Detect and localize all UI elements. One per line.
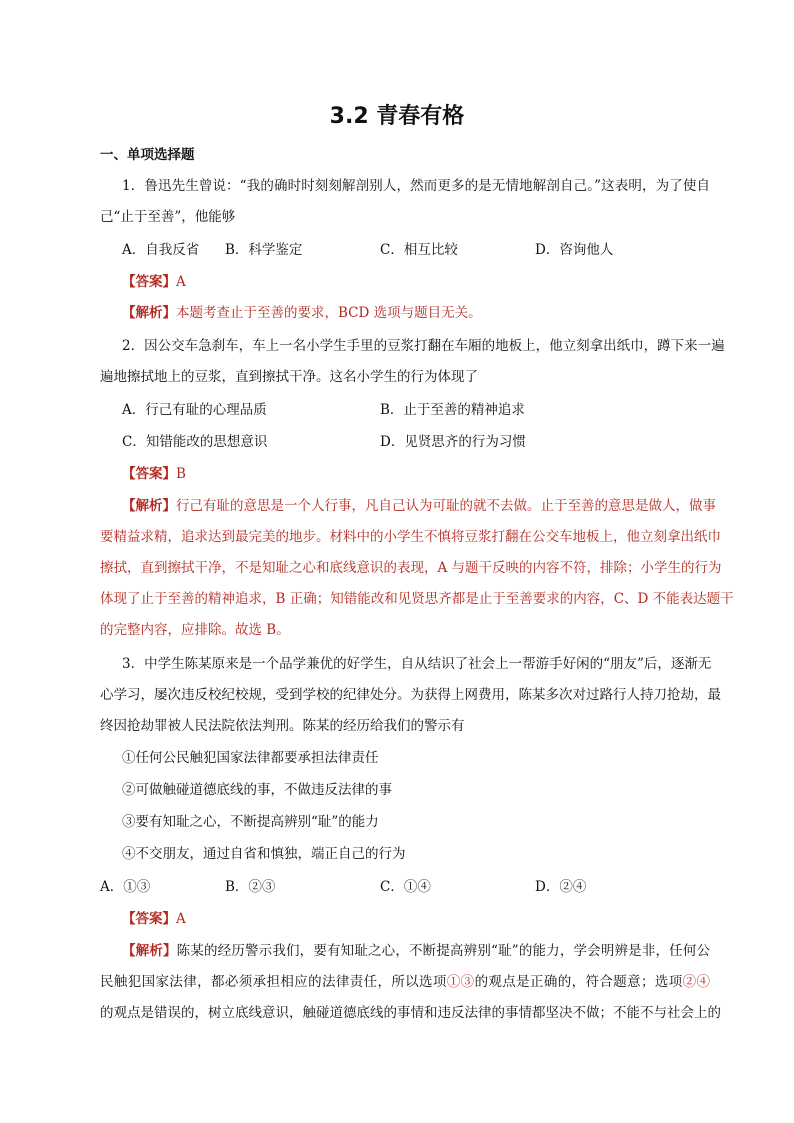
question-3-statement-2: ②可做触碰道德底线的事，不做违反法律的事 <box>122 782 392 798</box>
question-3-option-b: B．②③ <box>225 879 276 895</box>
question-3-analysis-line-1 <box>122 941 710 961</box>
analysis-text: 的观点是正确的，符合题意；选项 <box>474 974 683 990</box>
question-2-analysis-line-1 <box>122 496 716 516</box>
question-1-option-d: D．咨询他人 <box>535 242 614 258</box>
question-2-answer <box>122 464 710 484</box>
question-3-option-c: C．①④ <box>380 879 431 895</box>
analysis-tag: 【解析】 <box>122 943 177 959</box>
question-3-statement-3: ③要有知耻之心，不断提高辨别“耻”的能力 <box>122 814 379 830</box>
question-3-statement-4: ④不交朋友，通过自省和慎独，端正自己的行为 <box>122 846 406 862</box>
question-2-option-c: C．知错能改的思想意识 <box>122 434 268 450</box>
question-2-analysis-line-5: 的完整内容，应排除。故选 B。 <box>100 622 290 638</box>
question-1-answer <box>122 272 710 292</box>
question-1-option-b: B．科学鉴定 <box>225 242 303 258</box>
answer-value: B <box>176 466 186 482</box>
answer-value: A <box>176 274 186 290</box>
question-3-option-d: D．②④ <box>535 879 587 895</box>
analysis-tag: 【解析】 <box>122 498 176 514</box>
answer-tag: 【答案】 <box>122 274 176 290</box>
question-1-analysis <box>122 303 710 323</box>
question-3-statement-1: ①任何公民触犯国家法律都要承担法律责任 <box>122 750 379 766</box>
question-2-stem-line-1: 2．因公交车急刹车，车上一名小学生手里的豆浆打翻在车厢的地板上，他立刻拿出纸巾，蹲下来一遍 <box>122 338 725 354</box>
question-2-stem-line-2: 遍地擦拭地上的豆浆，直到擦拭干净。这名小学生的行为体现了 <box>100 369 478 385</box>
analysis-option-ref: ①③ <box>446 974 475 990</box>
question-1-option-c: C．相互比较 <box>380 242 458 258</box>
analysis-text: 陈某的经历警示我们，要有知耻之心，不断提高辨别“耻”的能力，学会明辨是非，任何公 <box>176 943 710 959</box>
analysis-option-ref: ②④ <box>682 974 711 990</box>
analysis-text: 本题考查止于至善的要求，BCD 选项与题目无关。 <box>176 305 482 321</box>
question-3-stem-line-1: 3．中学生陈某原来是一个品学兼优的好学生，自从结识了社会上一帮游手好闲的“朋友”后，逐渐无 <box>122 656 712 672</box>
analysis-text: 行己有耻的意思是一个人行事，凡自己认为可耻的就不去做。止于至善的意思是做人，做事 <box>176 498 716 514</box>
analysis-tag: 【解析】 <box>122 305 176 321</box>
question-3-analysis-line-3: 的观点是错误的，树立底线意识，触碰道德底线的事情和违反法律的事情都坚决不做；不能不与社会上的 <box>100 1005 721 1021</box>
question-2-option-a: A．行己有耻的心理品质 <box>122 402 267 418</box>
question-3-stem-line-3: 终因抢劫罪被人民法院依法判刑。陈某的经历给我们的警示有 <box>100 718 465 734</box>
question-2-analysis-line-2: 要精益求精，追求达到最完美的地步。材料中的小学生不慎将豆浆打翻在公交车地板上，他立刻拿出纸巾 <box>100 529 721 545</box>
question-2-analysis-line-3: 擦拭，直到擦拭干净，不是知耻之心和底线意识的表现，A 与题干反映的内容不符，排除；小学生的行为 <box>100 560 722 576</box>
question-3-stem-line-2: 心学习，屡次违反校纪校规，受到学校的纪律处分。为获得上网费用，陈某多次对过路行人持刀抢劫，最 <box>100 687 721 703</box>
analysis-text: 民触犯国家法律，都必须承担相应的法律责任，所以选项 <box>100 974 447 990</box>
question-1-stem-line-1: 1．鲁迅先生曾说：“我的确时时刻刻解剖别人，然而更多的是无情地解剖自己。”这表明，为了使自 <box>122 178 710 194</box>
answer-tag: 【答案】 <box>122 911 176 927</box>
section-heading: 一、单项选择题 <box>100 147 195 163</box>
question-1-stem-line-2: 己“止于至善”，他能够 <box>100 209 236 225</box>
answer-value: A <box>176 911 186 927</box>
question-3-analysis-line-2 <box>100 972 710 992</box>
question-2-option-b: B．止于至善的精神追求 <box>380 402 525 418</box>
question-1-option-a: A．自我反省 <box>122 242 200 258</box>
page-title: 3.2 青春有格 <box>329 104 465 129</box>
question-3-answer <box>122 909 710 929</box>
answer-tag: 【答案】 <box>122 466 176 482</box>
question-3-option-a: A．①③ <box>100 879 151 895</box>
question-2-analysis-line-4: 体现了止于至善的精神追求，B 正确；知错能改和见贤思齐都是止于至善要求的内容，C、D 不能表达题干 <box>100 591 734 607</box>
question-2-option-d: D．见贤思齐的行为习惯 <box>380 434 526 450</box>
